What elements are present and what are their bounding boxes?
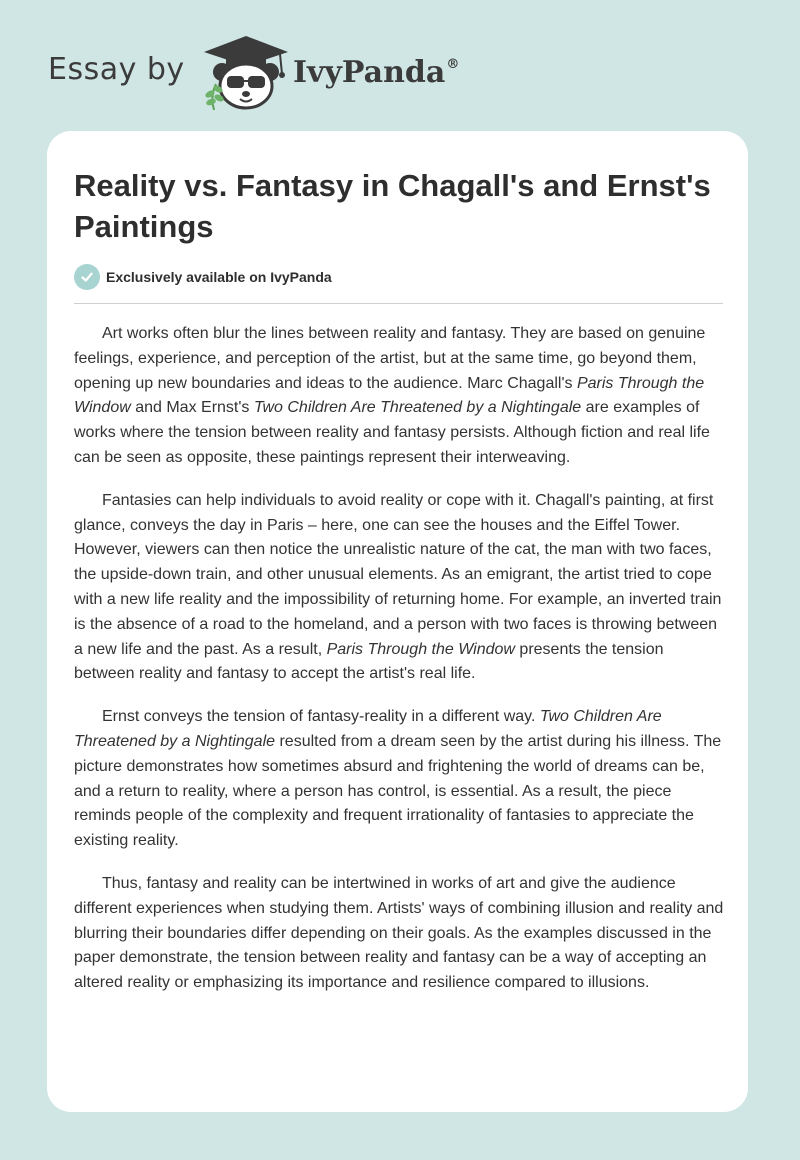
- essay-body: [74, 322, 724, 1014]
- panda-graduate-icon[interactable]: [200, 34, 292, 110]
- paragraph-text: resulted from a dream seen by the artist during his illness. The picture demonstrates how sometimes absurd and frightening the world of dreams can be, and a return to reality, where a person has control, is essential. As a result, the piece reminds people of the complexity and frequent irrationality of fantasies to appreciate the existing reality.: [74, 732, 722, 850]
- artwork-title: Paris Through the Window: [74, 374, 705, 417]
- essay-by-label: Essay by: [48, 52, 185, 87]
- site-header: [0, 0, 800, 130]
- essay-paragraph: [74, 322, 724, 471]
- brand-name[interactable]: [293, 55, 459, 90]
- exclusive-badge-label: Exclusively available on IvyPanda: [106, 269, 332, 285]
- artwork-title: Two Children Are Threatened by a Nightingale: [74, 708, 662, 750]
- artwork-title: Paris Through the Window: [326, 640, 515, 658]
- brand-name-text: IvyPanda: [293, 55, 446, 90]
- check-icon: [74, 264, 100, 290]
- essay-card: [47, 131, 748, 1112]
- paragraph-text: Art works often blur the lines between reality and fantasy. They are based on genuine feelings, experience, and perception of the artist, but at the same time, go beyond them, opening up new boundaries and ideas to the audience. Marc Chagall's: [74, 325, 706, 392]
- exclusive-badge: [74, 264, 332, 290]
- paragraph-text: Ernst conveys the tension of fantasy-reality in a different way.: [102, 708, 540, 726]
- divider: [74, 303, 723, 304]
- registered-mark: ®: [446, 57, 460, 72]
- essay-title: Reality vs. Fantasy in Chagall's and Ernst's Paintings: [74, 168, 711, 244]
- paragraph-text: and Max Ernst's: [130, 399, 254, 417]
- essay-paragraph: [74, 489, 724, 687]
- paragraph-text: presents the tension between reality and fantasy to accept the artist's real life.: [74, 640, 664, 683]
- paragraph-text: are examples of works where the tension between reality and fantasy persists. Although fiction and real life can be seen as opposite, these paintings represent their interweaving.: [74, 399, 710, 466]
- essay-paragraph: [74, 872, 724, 996]
- essay-paragraph: [74, 705, 724, 854]
- paragraph-text: Fantasies can help individuals to avoid reality or cope with it. Chagall's painting, at first glance, conveys the day in Paris – here, one can see the houses and the Eiffel Tower. However, viewers can then notice the unrealistic nature of the cat, the man with two faces, the upside-down train, and other unusual elements. As an emigrant, the artist tried to cope with a new life reality and the impossibility of returning home. For example, an inverted train is the absence of a road to the homeland, and a person with two faces is throwing between a new life and the past. As a result,: [74, 491, 722, 658]
- artwork-title: Two Children Are Threatened by a Nightingale: [253, 399, 582, 417]
- paragraph-text: Thus, fantasy and reality can be intertwined in works of art and give the audience different experiences when studying them. Artists' ways of combining illusion and reality and blurring their boundaries differ depending on their goals. As the examples discussed in the paper demonstrate, the tension between reality and fantasy can be a way of accepting an altered reality or emphasizing its importance and resilience compared to illusions.: [74, 874, 724, 992]
